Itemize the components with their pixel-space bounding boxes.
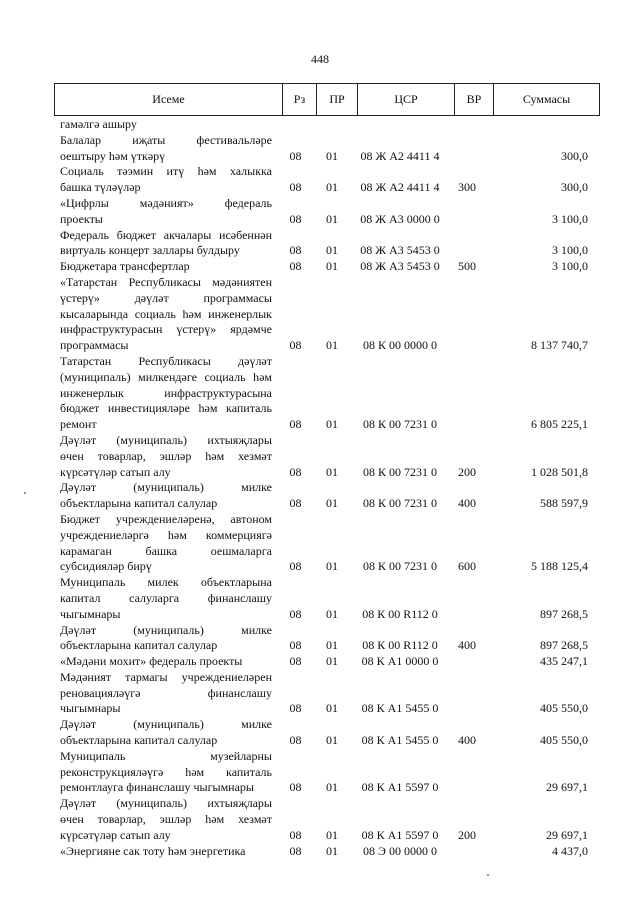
- scan-speck: [487, 874, 489, 876]
- row-vr: 200: [458, 464, 476, 479]
- row-sum: 29 697,1: [546, 827, 588, 842]
- row-name-line: объектларына капитал салулар: [60, 733, 218, 748]
- row-pr: 01: [326, 606, 338, 621]
- row-csr: 08 К А1 0000 0: [361, 654, 439, 669]
- row-sum: 435 247,1: [540, 654, 588, 669]
- header-sum: Суммасы: [493, 84, 599, 115]
- table-row: [0, 512, 640, 575]
- row-csr: 08 Ж А3 0000 0: [360, 211, 440, 226]
- row-name-line: (муниципаль) милкендәге социаль һәм: [60, 369, 272, 384]
- row-vr: 200: [458, 827, 476, 842]
- row-rz: 08: [289, 843, 302, 858]
- row-rz: 08: [289, 180, 302, 195]
- table-row: [0, 354, 640, 433]
- row-name: [60, 717, 272, 749]
- row-vr: 400: [458, 638, 476, 653]
- row-sum: 29 697,1: [546, 780, 588, 795]
- row-name-line: Дәүләт (муниципаль) ихтыяҗлары: [60, 432, 272, 447]
- row-name-line: күрсәтүләр сатып алу: [60, 827, 171, 842]
- row-rz: 08: [289, 496, 302, 511]
- header-csr: ЦСР: [357, 84, 454, 115]
- row-rz: 08: [289, 638, 302, 653]
- row-rz: 08: [289, 654, 302, 669]
- row-name-line: объектларына капитал салулар: [60, 496, 218, 511]
- row-rz: 08: [289, 464, 302, 479]
- row-pr: 01: [326, 559, 338, 574]
- row-csr: 08 Ж А3 5453 0: [360, 243, 440, 258]
- row-name: [60, 670, 272, 717]
- header-rz: Рз: [282, 84, 316, 115]
- row-pr: 01: [326, 259, 338, 274]
- table-row: [0, 844, 640, 860]
- header-pr: ПР: [316, 84, 357, 115]
- table-row: [0, 133, 640, 165]
- row-name-line: Муниципаль музейларны: [60, 748, 272, 763]
- row-rz: 08: [289, 827, 302, 842]
- row-rz: 08: [289, 259, 302, 274]
- row-rz: 08: [289, 417, 302, 432]
- table-header: [54, 83, 600, 116]
- table-row: [0, 749, 640, 796]
- row-name: [60, 654, 272, 670]
- row-pr: 01: [326, 733, 338, 748]
- row-vr: 500: [458, 259, 476, 274]
- scan-speck: [24, 492, 26, 494]
- row-name-line: гамәлгә ашыру: [60, 117, 137, 131]
- row-name: [60, 749, 272, 796]
- row-name: [60, 844, 272, 860]
- row-name: [60, 196, 272, 228]
- row-pr: 01: [326, 701, 338, 716]
- row-name-line: Федераль бюджет акчалары исәбеннән: [60, 227, 272, 242]
- row-vr: 400: [458, 733, 476, 748]
- row-rz: 08: [289, 780, 302, 795]
- row-rz: 08: [289, 606, 302, 621]
- row-name-line: башка түләүләр: [60, 180, 141, 195]
- row-name: [60, 433, 272, 480]
- row-name-line: бюджет инвестицияләре һәм капиталь: [60, 401, 272, 416]
- row-csr: 08 К А1 5597 0: [361, 780, 439, 795]
- row-name: [60, 354, 272, 433]
- row-name-line: күрсәтүләр сатып алу: [60, 464, 171, 479]
- row-csr: 08 Ж А2 4411 4: [360, 148, 440, 163]
- row-name-line: «Мәдәни мохит» федераль проекты: [60, 654, 243, 669]
- row-rz: 08: [289, 148, 302, 163]
- row-sum: 4 437,0: [552, 843, 588, 858]
- row-name-line: Дәүләт (муниципаль) милке: [60, 480, 272, 495]
- row-name: [60, 575, 272, 622]
- row-name-line: субсидияләр бирү: [60, 559, 152, 574]
- row-name-line: Муниципаль милек объектларына: [60, 575, 272, 590]
- row-csr: 08 К 00 7231 0: [362, 464, 437, 479]
- row-csr: 08 К 00 R112 0: [362, 638, 438, 653]
- row-csr: 08 Ж А2 4411 4: [360, 180, 440, 195]
- row-sum: 3 100,0: [552, 211, 588, 226]
- row-name-line: капитал салуларга финанслашу: [60, 590, 272, 605]
- header-vr: ВР: [454, 84, 493, 115]
- row-pr: 01: [326, 211, 338, 226]
- page-number: 448: [311, 52, 329, 66]
- row-name: [60, 164, 272, 196]
- row-name-line: инженерлык инфраструктурасына: [60, 385, 272, 400]
- row-name-line: карамаган башка оешмаларга: [60, 543, 272, 558]
- row-name: [60, 796, 272, 843]
- row-pr: 01: [326, 338, 338, 353]
- table-row: [0, 480, 640, 512]
- row-name: [60, 480, 272, 512]
- row-pr: 01: [326, 464, 338, 479]
- row-sum: 3 100,0: [552, 259, 588, 274]
- row-rz: 08: [289, 733, 302, 748]
- row-vr: 400: [458, 496, 476, 511]
- row-name-line: «Энергияне сак тоту һәм энергетика: [60, 843, 246, 858]
- row-name: [60, 117, 272, 133]
- row-name: [60, 228, 272, 260]
- row-sum: 405 550,0: [540, 733, 588, 748]
- row-sum: 8 137 740,7: [531, 338, 588, 353]
- table-row: [0, 196, 640, 228]
- row-name-line: Татарстан Республикасы дәүләт: [60, 353, 272, 368]
- row-name-line: кысаларында социаль һәм инженерлык: [60, 306, 272, 321]
- row-vr: 300: [458, 180, 476, 195]
- row-name: [60, 133, 272, 165]
- row-sum: 897 268,5: [540, 638, 588, 653]
- table-row: [0, 575, 640, 622]
- row-rz: 08: [289, 559, 302, 574]
- table-row: [0, 623, 640, 655]
- table-row: [0, 433, 640, 480]
- row-name-line: Бюджетара трансфертлар: [60, 259, 190, 274]
- row-name: [60, 259, 272, 275]
- table-row: [0, 275, 640, 354]
- row-pr: 01: [326, 843, 338, 858]
- table-row: [0, 717, 640, 749]
- row-sum: 897 268,5: [540, 606, 588, 621]
- row-csr: 08 К 00 0000 0: [362, 338, 437, 353]
- row-name-line: проекты: [60, 211, 103, 226]
- row-pr: 01: [326, 654, 338, 669]
- row-name-line: Социаль тәэмин итү һәм халыкка: [60, 164, 272, 179]
- row-rz: 08: [289, 211, 302, 226]
- row-name: [60, 623, 272, 655]
- row-name-line: «Татарстан Республикасы мәдәниятен: [60, 274, 272, 289]
- table-row: [0, 164, 640, 196]
- row-name-line: реконструкцияләүгә һәм капиталь: [60, 764, 272, 779]
- table-row: [0, 796, 640, 843]
- row-pr: 01: [326, 148, 338, 163]
- row-name-line: Дәүләт (муниципаль) ихтыяҗлары: [60, 796, 272, 811]
- row-sum: 5 188 125,4: [531, 559, 588, 574]
- row-name-line: ремонт: [60, 417, 97, 432]
- row-pr: 01: [326, 780, 338, 795]
- row-pr: 01: [326, 417, 338, 432]
- row-csr: 08 К 00 7231 0: [362, 559, 437, 574]
- row-name: [60, 512, 272, 575]
- table-row: [0, 259, 640, 275]
- row-name: [60, 275, 272, 354]
- row-name-line: реновацияләүгә финанслашу: [60, 685, 272, 700]
- row-sum: 405 550,0: [540, 701, 588, 716]
- row-name-line: Дәүләт (муниципаль) милке: [60, 622, 272, 637]
- row-name-line: өчен товарлар, эшләр һәм хезмәт: [60, 812, 272, 827]
- row-name-line: Дәүләт (муниципаль) милке: [60, 717, 272, 732]
- row-name-line: үстерү» дәүләт программасы: [60, 290, 272, 305]
- row-csr: 08 К А1 5455 0: [361, 701, 439, 716]
- table-body: [0, 117, 640, 859]
- row-csr: 08 К 00 7231 0: [362, 496, 437, 511]
- row-sum: 3 100,0: [552, 243, 588, 258]
- row-name-line: учреждениеләргә һәм коммерциягә: [60, 527, 272, 542]
- table-row: [0, 654, 640, 670]
- row-pr: 01: [326, 496, 338, 511]
- row-vr: 600: [458, 559, 476, 574]
- row-name-line: чыгымнары: [60, 701, 121, 716]
- row-name-line: өчен товарлар, эшләр һәм хезмәт: [60, 448, 272, 463]
- table-row: [0, 228, 640, 260]
- row-name-line: объектларына капитал салулар: [60, 638, 218, 653]
- row-csr: 08 К 00 R112 0: [362, 606, 438, 621]
- row-csr: 08 К 00 7231 0: [362, 417, 437, 432]
- row-name-line: программасы: [60, 338, 129, 353]
- row-pr: 01: [326, 180, 338, 195]
- table-row: [0, 117, 640, 133]
- row-pr: 01: [326, 638, 338, 653]
- row-rz: 08: [289, 338, 302, 353]
- row-sum: 300,0: [561, 148, 588, 163]
- row-csr: 08 К А1 5597 0: [361, 827, 439, 842]
- row-name-line: Бюджет учреждениеләренә, автоном: [60, 511, 272, 526]
- row-sum: 588 597,9: [540, 496, 588, 511]
- row-pr: 01: [326, 827, 338, 842]
- row-name-line: инфраструктурасын үстерү» ярдәмче: [60, 322, 272, 337]
- row-csr: 08 Ж А3 5453 0: [360, 259, 440, 274]
- row-rz: 08: [289, 243, 302, 258]
- table-row: [0, 670, 640, 717]
- row-sum: 300,0: [561, 180, 588, 195]
- row-csr: 08 К А1 5455 0: [361, 733, 439, 748]
- row-name-line: Мәдәният тармагы учреждениеләрен: [60, 669, 272, 684]
- row-name-line: ремонтлауга финанслашу чыгымнары: [60, 780, 254, 795]
- row-name-line: чыгымнары: [60, 606, 121, 621]
- row-name-line: оештыру һәм үткәрү: [60, 148, 166, 163]
- row-sum: 6 805 225,1: [531, 417, 588, 432]
- header-name: Исеме: [152, 92, 185, 106]
- row-pr: 01: [326, 243, 338, 258]
- row-rz: 08: [289, 701, 302, 716]
- row-csr: 08 Э 00 0000 0: [363, 843, 437, 858]
- row-name-line: Балалар иҗаты фестивальләре: [60, 132, 272, 147]
- row-sum: 1 028 501,8: [531, 464, 588, 479]
- row-name-line: «Цифрлы мәдәният» федераль: [60, 195, 272, 210]
- row-name-line: виртуаль концерт заллары булдыру: [60, 243, 240, 258]
